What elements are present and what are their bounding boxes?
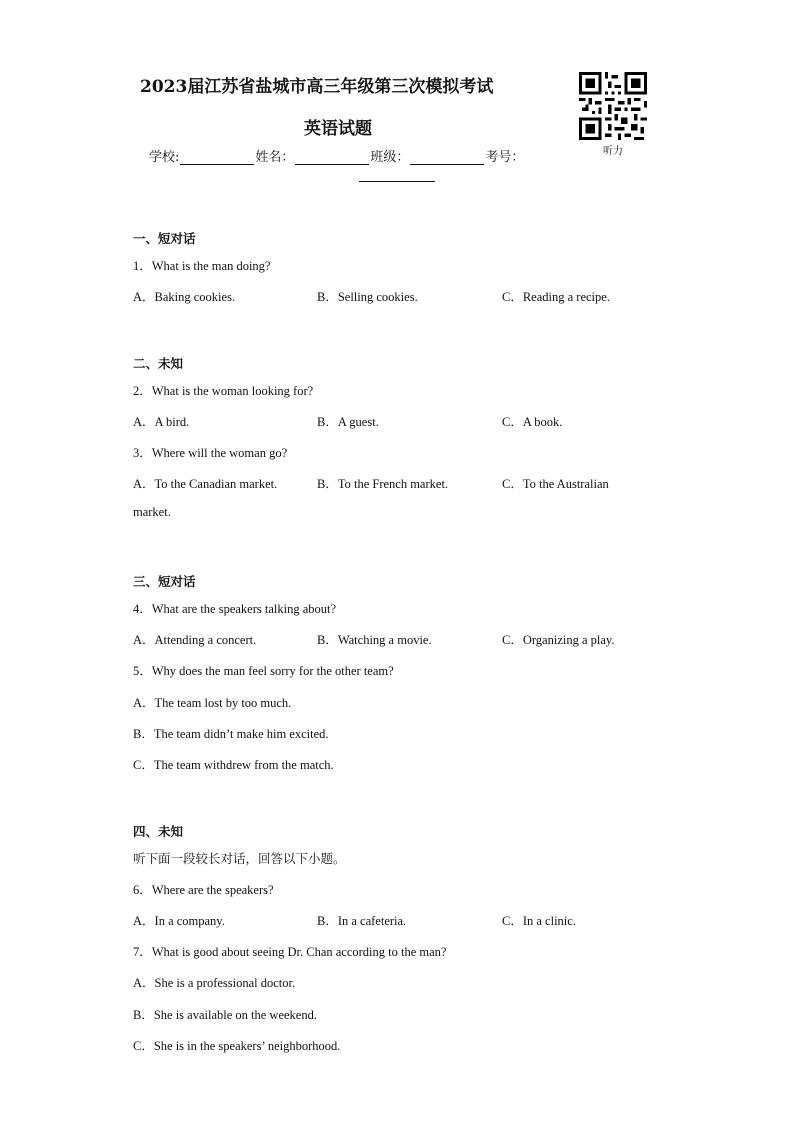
school-label: 学校: <box>149 150 180 165</box>
section-heading: 二、未知 <box>133 356 184 371</box>
question-stem: 7．What is good about seeing Dr. Chan according to the man? <box>133 945 447 959</box>
exam-subtitle: 英语试题 <box>304 119 372 139</box>
question-stem: 1．What is the man doing? <box>133 259 271 273</box>
option-a: A．She is a professional doctor. <box>133 976 296 990</box>
option-a: A．Attending a concert. <box>133 633 257 647</box>
qr-code-icon <box>579 72 647 140</box>
number-blank <box>359 167 435 182</box>
student-info-line <box>149 146 524 165</box>
question-stem: 2．What is the woman looking for? <box>133 384 314 398</box>
question-stem: 3．Where will the woman go? <box>133 446 288 460</box>
class-blank <box>410 151 484 165</box>
qr-caption: 听力 <box>603 146 623 157</box>
option-c: C．In a clinic. <box>502 914 576 928</box>
section-instruction: 听下面一段较长对话，回答以下小题。 <box>133 851 346 866</box>
option-c: C．Reading a recipe. <box>502 290 610 304</box>
option-c: C．The team withdrew from the match. <box>133 758 334 772</box>
question-stem: 4．What are the speakers talking about? <box>133 602 337 616</box>
section-heading: 三、短对话 <box>133 574 196 589</box>
name-blank <box>295 151 369 165</box>
question-stem: 6．Where are the speakers? <box>133 883 274 897</box>
option-a: A．To the Canadian market. <box>133 477 278 491</box>
option-a: A．In a company. <box>133 914 225 928</box>
section-heading: 一、短对话 <box>133 231 196 246</box>
option-b: B．The team didn’t make him excited. <box>133 727 329 741</box>
option-c: C．Organizing a play. <box>502 633 615 647</box>
section-heading: 四、未知 <box>133 824 184 839</box>
option-b: B．Watching a movie. <box>317 633 432 647</box>
question-stem: 5．Why does the man feel sorry for the other team? <box>133 664 394 678</box>
option-a: A．The team lost by too much. <box>133 696 292 710</box>
option-a: A．A bird. <box>133 415 190 429</box>
exam-title: 2023届江苏省盐城市高三年级第三次模拟考试 <box>140 77 494 97</box>
option-c-continued: market. <box>133 505 171 519</box>
option-c: C．A book. <box>502 415 563 429</box>
school-blank <box>180 151 254 165</box>
option-b: B．She is available on the weekend. <box>133 1008 317 1022</box>
name-label: 姓名： <box>255 150 295 165</box>
option-b: B．To the French market. <box>317 477 449 491</box>
option-a: A．Baking cookies. <box>133 290 236 304</box>
class-label: 班级： <box>370 150 410 165</box>
option-b: B．Selling cookies. <box>317 290 418 304</box>
option-b: B．In a cafeteria. <box>317 914 407 928</box>
number-label: 考号： <box>485 150 525 165</box>
option-c: C．She is in the speakers’ neighborhood. <box>133 1039 341 1053</box>
option-c: C．To the Australian <box>502 477 609 491</box>
option-b: B．A guest. <box>317 415 379 429</box>
